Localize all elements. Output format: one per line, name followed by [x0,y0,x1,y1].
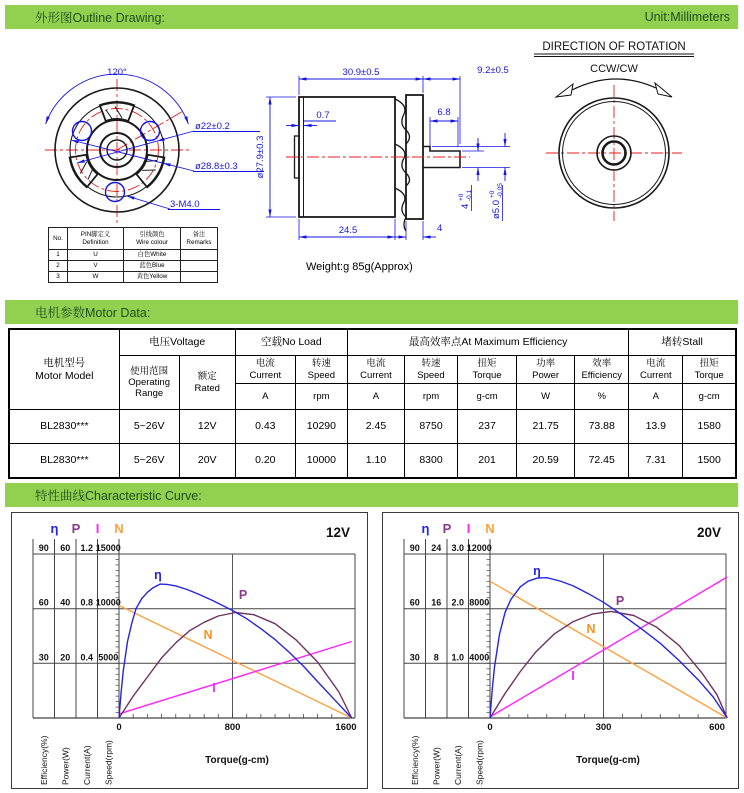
curves-section-title: 特性曲线Characteristic Curve: [35,489,202,503]
svg-text:+0: +0 [489,190,496,198]
unit-cell: A [347,384,404,410]
table-row: BL2830*** 5~26V 12V 0.43 10290 2.45 8750 237 21.75 73.88 13.9 1580 [9,410,736,444]
motor-data-section-title: 电机参数Motor Data: [35,306,151,320]
shaft-len-dim: 9.2±0.5 [477,65,509,76]
front-view [45,67,264,225]
svg-text:60: 60 [38,597,49,608]
svg-text:η: η [533,564,541,578]
col-nl-speed: 转速 Speed [295,356,347,384]
unit-cell: A [235,384,295,410]
svg-text:2.0: 2.0 [451,597,465,608]
side-view [255,65,510,240]
body-flange-len-dim: 30.9±0.5 [342,67,380,78]
rear-view [534,41,694,221]
svg-text:Speed(rpm): Speed(rpm) [474,740,485,785]
pin-h-def: PIN脚定义 Definition [68,228,124,250]
flat-height-dim [458,185,473,211]
pin-h-wire: 引线颜色 Wire colour [124,228,181,250]
unit-cell: % [575,384,629,410]
svg-text:0.8: 0.8 [80,597,94,608]
svg-text:+0: +0 [458,193,465,201]
motor-data-table [8,328,737,479]
svg-text:0.4: 0.4 [80,652,94,663]
svg-text:1.2: 1.2 [80,543,94,553]
bolt-circle-dim: ø22±0.2 [195,121,230,132]
ccw-arrowhead [556,84,573,97]
svg-text:Current(A): Current(A) [81,745,92,785]
svg-text:Efficiency(%): Efficiency(%) [409,735,420,785]
body-len-dim: 24.5 [338,225,358,236]
unit-cell: A [629,384,683,410]
svg-text:η: η [154,568,162,582]
svg-text:600: 600 [709,722,725,733]
svg-text:90: 90 [409,543,420,553]
col-operating-range: 使用范围 Operating Range [119,356,179,410]
svg-text:N: N [114,521,124,536]
svg-text:η: η [50,521,59,536]
group-stall: 堵转Stall [629,329,736,356]
svg-text:4: 4 [460,203,471,209]
svg-text:16: 16 [431,597,442,608]
svg-text:1600: 1600 [335,722,357,733]
svg-text:ø5.0: ø5.0 [491,199,502,219]
table-row: BL2830*** 5~26V 20V 0.20 10000 1.10 8300 201 20.59 72.45 7.31 1500 [9,444,736,479]
shaft-dia-dim [489,183,504,221]
group-no-load: 空载No Load [235,329,347,356]
rotation-mode: CCW/CW [590,63,638,75]
svg-text:0: 0 [487,722,493,733]
svg-text:12V: 12V [325,525,350,540]
svg-text:1.0: 1.0 [451,652,465,663]
col-me-speed: 转速 Speed [404,356,457,384]
svg-text:-0.1: -0.1 [466,189,473,201]
weight-note: Weight:g 85g(Approx) [306,261,413,273]
svg-text:Efficiency(%): Efficiency(%) [38,735,49,785]
col-stall-torque: 扭矩 Torque [683,356,736,384]
svg-text:P: P [71,521,81,536]
svg-text:Power(W): Power(W) [431,747,442,785]
curves-section-header [5,483,738,507]
holes-dim: 3-M4.0 [170,199,200,210]
pin-row: 2 V 蓝色Blue [49,261,218,272]
svg-text:N: N [203,628,213,642]
lip-dim: 0.7 [316,110,330,121]
svg-text:Torque(g-cm): Torque(g-cm) [576,755,640,766]
flat-len-dim: 6.8 [437,107,451,118]
group-max-efficiency: 最高效率点At Maximum Efficiency [347,329,628,356]
cw-arrowhead [655,83,672,97]
svg-text:800: 800 [224,722,241,733]
unit-cell: rpm [295,384,347,410]
pin-row: 1 U 白色White [49,250,218,261]
col-me-current: 电流 Current [347,356,404,384]
pin-row: 3 W 黄色Yellow [49,272,218,283]
svg-text:60: 60 [409,597,420,608]
svg-text:8: 8 [433,652,439,663]
mounting-hole [73,122,92,141]
svg-text:I: I [95,521,100,536]
svg-text:300: 300 [595,722,612,733]
svg-text:20V: 20V [696,525,721,540]
col-me-torque: 扭矩 Torque [458,356,517,384]
svg-text:η: η [421,521,430,536]
col-stall-current: 电流 Current [629,356,683,384]
svg-text:10000: 10000 [95,597,121,608]
col-me-power: 功率 Power [517,356,575,384]
motor-data-section-header [5,300,738,324]
svg-text:5000: 5000 [98,652,119,663]
svg-text:4000: 4000 [469,652,490,663]
body-dia-dim: ø27.9±0.3 [255,135,266,179]
svg-text:15000: 15000 [95,543,121,553]
chart-canvas [383,513,737,787]
flange-thk-dim: 4 [437,223,443,234]
svg-text:8000: 8000 [469,597,490,608]
svg-text:Speed(rpm): Speed(rpm) [103,740,114,785]
svg-text:P: P [238,588,248,602]
svg-text:P: P [442,521,452,536]
unit-cell: W [517,384,575,410]
svg-text:60: 60 [60,543,71,553]
characteristic-chart-12v [11,512,368,789]
front-angle-dim: 120° [107,67,127,78]
pin-h-remarks: 备注 Remarks [181,228,218,250]
svg-text:Torque(g-cm): Torque(g-cm) [205,755,269,766]
svg-text:3.0: 3.0 [451,543,465,553]
svg-text:I: I [571,669,575,683]
svg-text:0: 0 [116,722,122,733]
rotation-title: DIRECTION OF ROTATION [542,41,686,53]
outline-section-header [5,5,738,29]
unit-cell: g-cm [458,384,517,410]
svg-text:P: P [615,594,625,608]
svg-text:30: 30 [409,652,420,663]
unit-label: Unit:Millimeters [644,10,730,24]
col-nl-current: 电流 Current [235,356,295,384]
pin-definition-table [48,227,218,283]
svg-text:N: N [586,622,596,636]
svg-text:24: 24 [431,543,442,553]
outline-section-title: 外形图Outline Drawing: [35,11,165,25]
unit-cell: rpm [404,384,457,410]
col-motor-model: 电机型号 Motor Model [9,329,119,410]
pilot-dia-dim: ø28.8±0.3 [195,161,238,172]
col-me-efficiency: 效率 Efficiency [575,356,629,384]
svg-text:30: 30 [38,652,49,663]
svg-text:Current(A): Current(A) [452,745,463,785]
chart-canvas [12,513,366,787]
mounting-hole [106,183,125,202]
svg-text:40: 40 [60,597,71,608]
pin-h-no: No. [49,228,68,250]
svg-text:I: I [466,521,471,536]
svg-text:-0.05: -0.05 [497,183,504,198]
svg-text:12000: 12000 [466,543,492,553]
unit-cell: g-cm [683,384,736,410]
characteristic-chart-20v [382,512,739,789]
svg-text:20: 20 [60,652,71,663]
svg-text:I: I [212,681,216,695]
group-voltage: 电压Voltage [119,329,235,356]
svg-text:N: N [485,521,495,536]
col-rated: 额定 Rated [179,356,235,410]
svg-text:90: 90 [38,543,49,553]
svg-text:Power(W): Power(W) [60,747,71,785]
